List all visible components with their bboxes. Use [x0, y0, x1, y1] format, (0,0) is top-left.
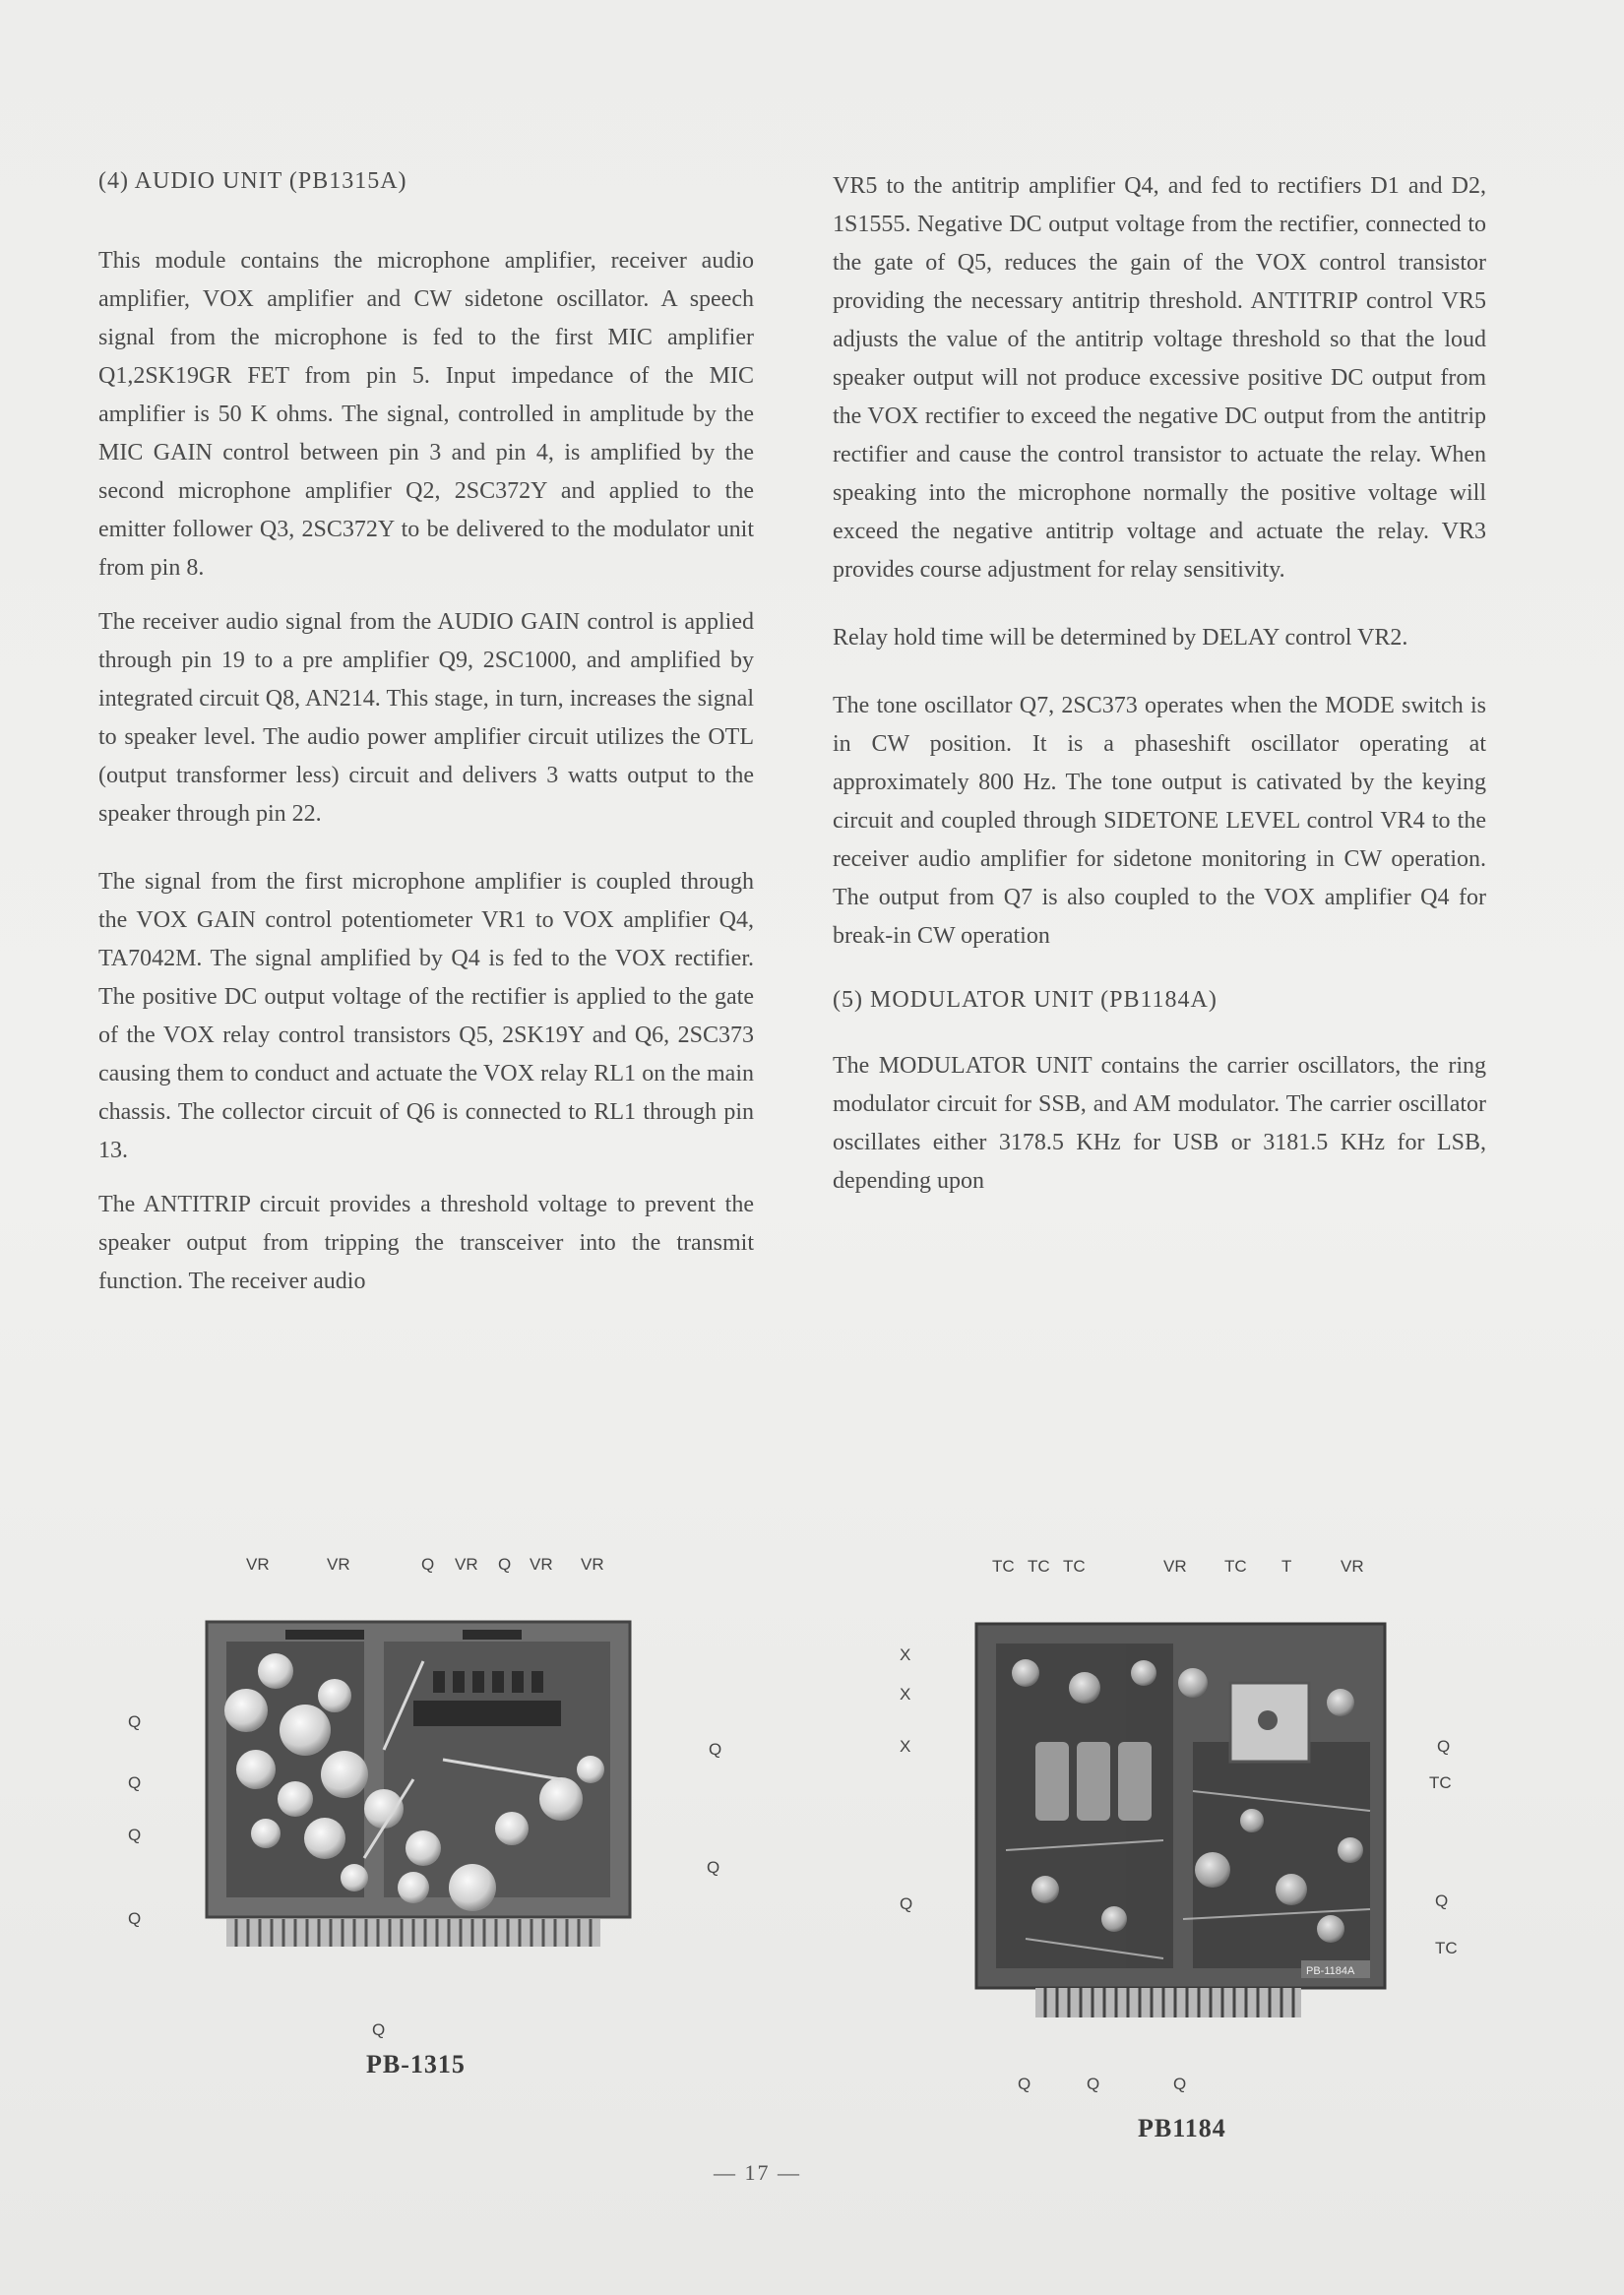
figure-caption-left: PB-1315: [366, 2050, 466, 2078]
label-q: Q: [128, 1909, 142, 1928]
paragraph: The receiver audio signal from the AUDIO GAIN control is applied through pin 19 to a pre amplifier Q9, 2SC1000, and amplified by integrated circuit Q8, AN214. This stage, in turn, increases the signal to speaker level. The audio power amplifier circuit utilizes the OTL (output transformer less) circuit and delivers 3 watts output to the speaker through pin 22.: [98, 609, 754, 827]
label-q: Q: [421, 1555, 435, 1574]
label-q: Q: [128, 1773, 142, 1792]
label-q: Q: [498, 1555, 512, 1574]
label-vr: VR: [246, 1555, 270, 1574]
pb1315-board-photo: [187, 1602, 650, 1971]
label-q: Q: [1018, 2075, 1031, 2093]
section-5-heading: (5) MODULATOR UNIT (PB1184A): [833, 987, 1218, 1013]
label-q: Q: [709, 1740, 722, 1759]
label-tc: TC: [1224, 1557, 1247, 1576]
label-q: Q: [1437, 1737, 1451, 1756]
paragraph: The tone oscillator Q7, 2SC373 operates when the MODE switch is in CW position. It is a phaseshift oscillator operating at approximately 800 Hz. The tone output is cativated by the keying circuit and coupled through SIDETONE LEVEL control VR4 to the receiver audio amplifier for sidetone monitoring in CW operation. The output from Q7 is also coupled to the VOX amplifier Q4 for break-in CW operation: [833, 693, 1486, 949]
pb1184-board-photo: [967, 1594, 1400, 2057]
paragraph: Relay hold time will be determined by DELAY control VR2.: [833, 625, 1408, 651]
paragraph: The MODULATOR UNIT contains the carrier oscillators, the ring modulator circuit for SSB, and AM modulator. The carrier oscillator oscillates either 3178.5 KHz for USB or 3181.5 KHz for LSB, depending upon: [833, 1053, 1486, 1194]
paragraph: VR5 to the antitrip amplifier Q4, and fed to rectifiers D1 and D2, 1S1555. Negative DC output voltage from the rectifier, connected to the gate of Q5, reduces the gain of the VOX control transistor providing the necessary antitrip threshold. ANTITRIP control VR5 adjusts the value of the antitrip voltage threshold so that the loud speaker output will not produce excessive positive DC output from the VOX rectifier to exceed the negative DC output from the antitrip rectifier and cause the control transistor to actuate the relay. When speaking into the microphone normally the positive voltage will exceed the negative antitrip voltage and actuate the relay. VR3 provides course adjustment for relay sensitivity.: [833, 173, 1486, 583]
paragraph: The signal from the first microphone amplifier is coupled through the VOX GAIN control potentiometer VR1 to VOX amplifier Q4, TA7042M. The signal amplified by Q4 is fed to the VOX rectifier. The positive DC output voltage of the rectifier is applied to the gate of the VOX relay control transistors Q5, 2SK19Y and Q6, 2SC373 causing them to conduct and actuate the VOX relay RL1 on the main chassis. The collector circuit of Q6 is connected to RL1 through pin 13.: [98, 869, 754, 1163]
label-q: Q: [128, 1826, 142, 1844]
label-vr: VR: [1163, 1557, 1187, 1576]
label-vr: VR: [1341, 1557, 1364, 1576]
label-tc: TC: [1028, 1557, 1050, 1576]
label-vr: VR: [327, 1555, 350, 1574]
label-q: Q: [372, 2020, 386, 2039]
label-tc: TC: [1429, 1773, 1452, 1792]
board-marking: PB-1184A: [1306, 1965, 1355, 1977]
label-q: Q: [707, 1858, 720, 1877]
left-column: [98, 162, 754, 1317]
label-t: T: [1281, 1557, 1292, 1576]
label-x: X: [900, 1685, 911, 1704]
label-x: X: [900, 1645, 911, 1664]
pcb-image: [967, 1594, 1400, 2057]
label-tc: TC: [992, 1557, 1015, 1576]
label-vr: VR: [455, 1555, 478, 1574]
right-column: [833, 167, 1486, 1216]
label-q: Q: [1173, 2075, 1187, 2093]
label-q: Q: [1087, 2075, 1100, 2093]
label-tc: TC: [1063, 1557, 1086, 1576]
section-4-heading: (4) AUDIO UNIT (PB1315A): [98, 168, 407, 194]
paragraph: This module contains the microphone amplifier, receiver audio amplifier, VOX amplifier and CW sidetone oscillator. A speech signal from the microphone is fed to the first MIC amplifier Q1,2SK19GR FET from pin 5. Input impedance of the MIC amplifier is 50 K ohms. The signal, controlled in amplitude by the MIC GAIN control between pin 3 and pin 4, is amplified by the second microphone amplifier Q2, 2SC372Y and applied to the emitter follower Q3, 2SC372Y to be delivered to the modulator unit from pin 8.: [98, 248, 754, 581]
page-number: — 17 —: [714, 2160, 801, 2185]
paragraph: The ANTITRIP circuit provides a threshold voltage to prevent the speaker output from tripping the transceiver into the transmit function. The receiver audio: [98, 1192, 754, 1294]
label-q: Q: [900, 1894, 913, 1913]
figure-caption-right: PB1184: [1138, 2114, 1226, 2142]
label-x: X: [900, 1737, 911, 1756]
label-q: Q: [1435, 1892, 1449, 1910]
label-vr: VR: [581, 1555, 604, 1574]
label-vr: VR: [530, 1555, 553, 1574]
pcb-image: [187, 1602, 650, 1971]
label-tc: TC: [1435, 1939, 1458, 1957]
label-q: Q: [128, 1712, 142, 1731]
